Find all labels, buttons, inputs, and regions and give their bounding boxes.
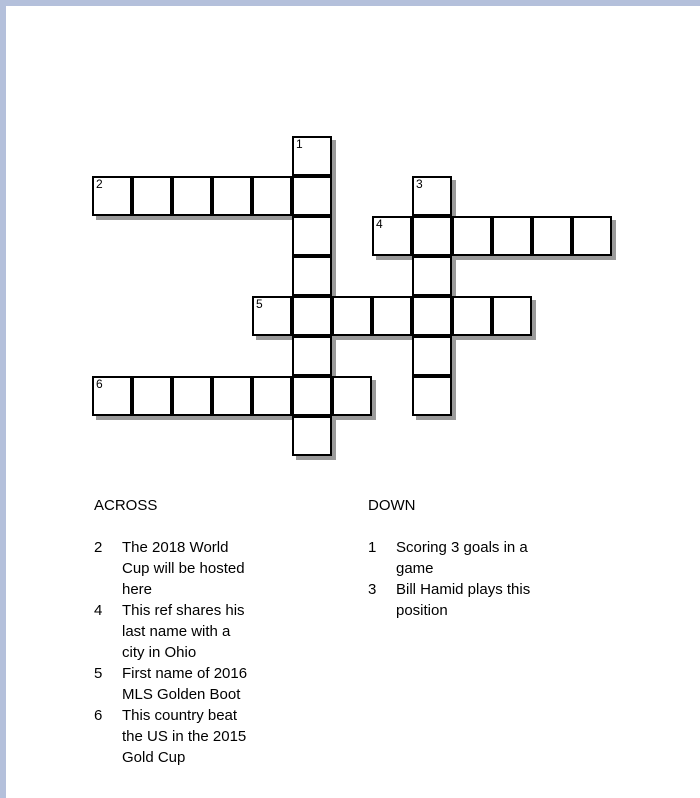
- crossword-cell[interactable]: [292, 216, 332, 256]
- crossword-page: [6, 6, 700, 798]
- crossword-cell[interactable]: [172, 376, 212, 416]
- clue-number: 2: [94, 539, 103, 556]
- crossword-cell[interactable]: [412, 336, 452, 376]
- across-clue: [94, 600, 257, 663]
- cell-number: 1: [296, 137, 303, 151]
- crossword-cell[interactable]: [372, 216, 412, 256]
- crossword-cell[interactable]: [412, 296, 452, 336]
- crossword-cell[interactable]: [332, 376, 372, 416]
- crossword-cell[interactable]: [292, 136, 332, 176]
- crossword-cell[interactable]: [292, 336, 332, 376]
- across-clue: [94, 663, 257, 705]
- crossword-cell[interactable]: [292, 376, 332, 416]
- clue-text: First name of 2016 MLS Golden Boot: [122, 665, 248, 703]
- across-title: ACROSS: [94, 497, 158, 514]
- clue-text: The 2018 World Cup will be hosted here: [122, 539, 245, 598]
- down-clue: [368, 537, 536, 579]
- down-clue: [368, 579, 536, 621]
- crossword-cell[interactable]: [292, 416, 332, 456]
- crossword-cell[interactable]: [172, 176, 212, 216]
- across-clue-list: [94, 537, 257, 768]
- across-clue: [94, 705, 257, 768]
- crossword-cell[interactable]: [132, 176, 172, 216]
- crossword-cell[interactable]: [372, 296, 412, 336]
- crossword-cell[interactable]: [412, 256, 452, 296]
- crossword-grid: [6, 6, 700, 476]
- down-title: DOWN: [368, 497, 416, 514]
- clue-number: 6: [94, 707, 103, 724]
- cell-number: 5: [256, 297, 263, 311]
- crossword-cell[interactable]: [92, 176, 132, 216]
- crossword-cell[interactable]: [452, 216, 492, 256]
- clue-text: Scoring 3 goals in a game: [396, 539, 528, 577]
- crossword-cell[interactable]: [292, 296, 332, 336]
- crossword-cell[interactable]: [492, 216, 532, 256]
- crossword-cell[interactable]: [292, 176, 332, 216]
- crossword-cell[interactable]: [412, 176, 452, 216]
- crossword-cell[interactable]: [452, 296, 492, 336]
- clue-text: This ref shares his last name with a city in Ohio: [122, 602, 245, 661]
- cell-number: 4: [376, 217, 383, 231]
- crossword-cell[interactable]: [292, 256, 332, 296]
- clue-number: 1: [368, 539, 377, 556]
- crossword-cell[interactable]: [332, 296, 372, 336]
- clue-number: 5: [94, 665, 103, 682]
- cell-number: 3: [416, 177, 423, 191]
- clue-number: 3: [368, 581, 377, 598]
- crossword-cell[interactable]: [252, 296, 292, 336]
- down-clue-list: [368, 537, 536, 621]
- crossword-cell[interactable]: [132, 376, 172, 416]
- crossword-cell[interactable]: [412, 216, 452, 256]
- clue-number: 4: [94, 602, 103, 619]
- crossword-cell[interactable]: [532, 216, 572, 256]
- clue-text: This country beat the US in the 2015 Gold Cup: [122, 707, 247, 766]
- crossword-cell[interactable]: [412, 376, 452, 416]
- crossword-cell[interactable]: [252, 176, 292, 216]
- cell-number: 6: [96, 377, 103, 391]
- crossword-cell[interactable]: [92, 376, 132, 416]
- crossword-cell[interactable]: [212, 376, 252, 416]
- crossword-cell[interactable]: [572, 216, 612, 256]
- crossword-cell[interactable]: [212, 176, 252, 216]
- clue-text: Bill Hamid plays this position: [396, 581, 531, 619]
- cell-number: 2: [96, 177, 103, 191]
- across-clue: [94, 537, 257, 600]
- crossword-cell[interactable]: [252, 376, 292, 416]
- crossword-cell[interactable]: [492, 296, 532, 336]
